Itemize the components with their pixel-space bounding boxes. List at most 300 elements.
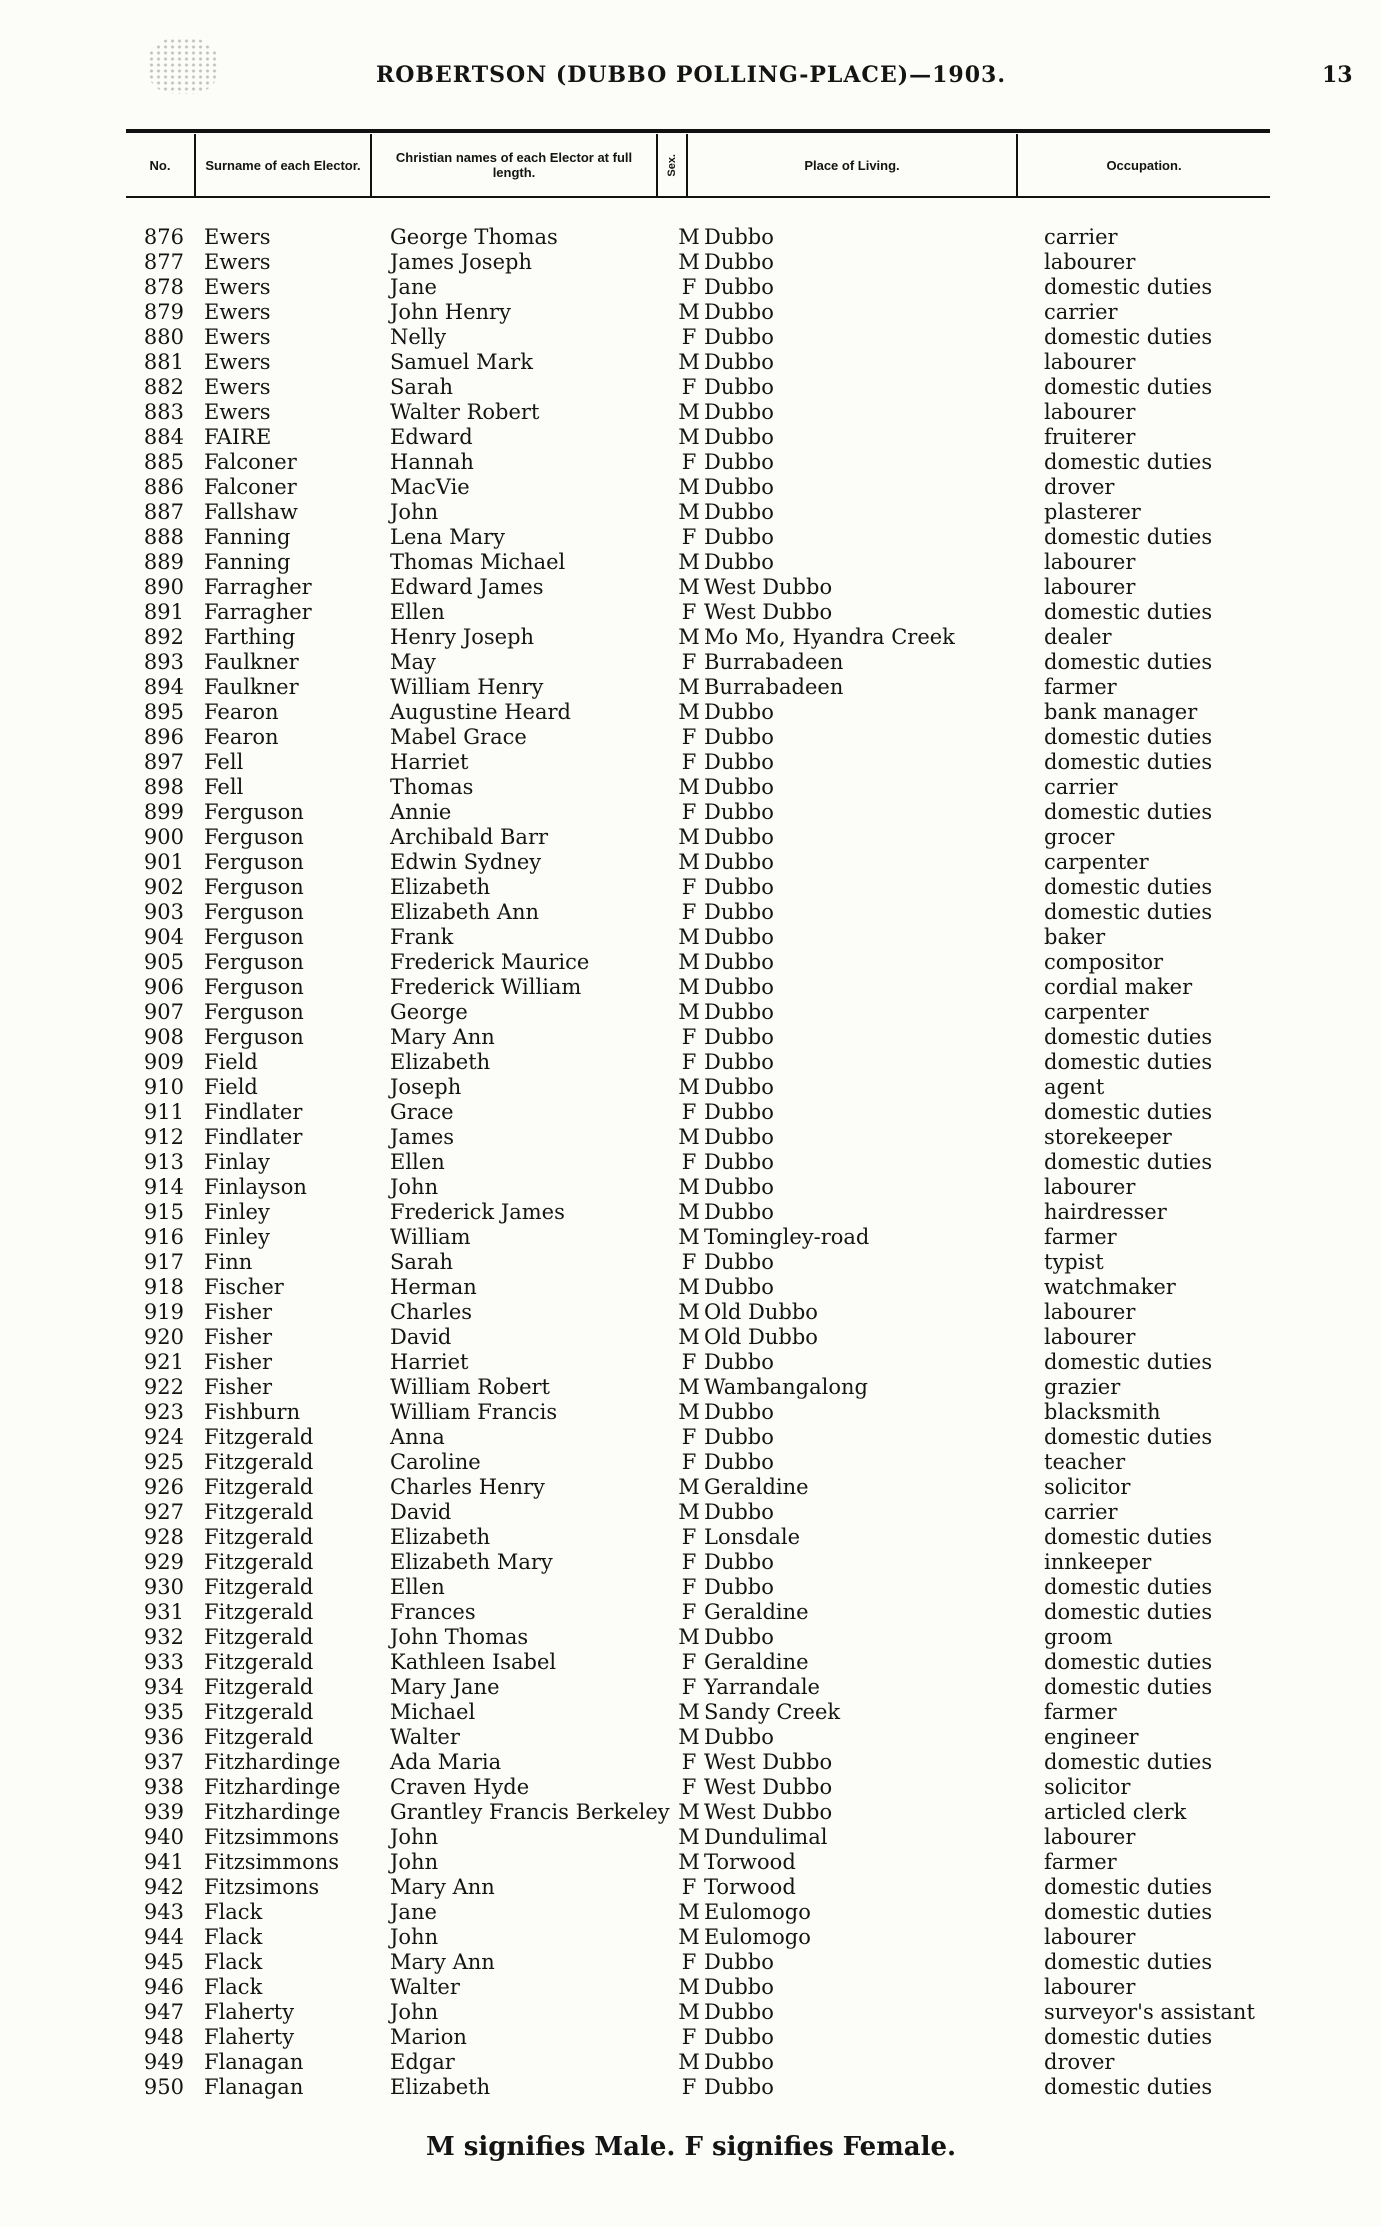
elector-sex: M bbox=[678, 500, 700, 524]
elector-surname: Fitzgerald bbox=[204, 1500, 314, 1524]
table-header bbox=[126, 134, 1270, 196]
elector-occupation: articled clerk bbox=[1044, 1800, 1187, 1824]
elector-number: 882 bbox=[143, 375, 184, 399]
elector-occupation: plasterer bbox=[1044, 500, 1141, 524]
elector-christian-names: Sarah bbox=[390, 1250, 453, 1274]
elector-christian-names: Nelly bbox=[390, 325, 447, 349]
table-row bbox=[0, 1750, 1382, 1775]
elector-occupation: agent bbox=[1044, 1075, 1105, 1099]
elector-surname: Ferguson bbox=[204, 950, 304, 974]
elector-christian-names: Frederick James bbox=[390, 1200, 565, 1224]
elector-place-of-living: Dubbo bbox=[704, 700, 774, 724]
elector-place-of-living: Dubbo bbox=[704, 875, 774, 899]
table-row bbox=[0, 275, 1382, 300]
elector-occupation: bank manager bbox=[1044, 700, 1198, 724]
elector-sex: M bbox=[678, 1000, 700, 1024]
elector-christian-names: John bbox=[390, 1175, 439, 1199]
sex-legend-note: M signifies Male. F signifies Female. bbox=[425, 2132, 957, 2162]
elector-occupation: domestic duties bbox=[1044, 1600, 1213, 1624]
elector-place-of-living: Dubbo bbox=[704, 1625, 774, 1649]
elector-number: 886 bbox=[143, 475, 184, 499]
elector-occupation: baker bbox=[1044, 925, 1106, 949]
elector-christian-names: Thomas bbox=[390, 775, 474, 799]
column-header-sex bbox=[658, 134, 688, 196]
elector-place-of-living: Geraldine bbox=[704, 1475, 809, 1499]
elector-number: 936 bbox=[143, 1725, 184, 1749]
elector-surname: Fisher bbox=[204, 1300, 273, 1324]
elector-number: 913 bbox=[143, 1150, 184, 1174]
elector-occupation: domestic duties bbox=[1044, 525, 1213, 549]
table-row bbox=[0, 450, 1382, 475]
elector-christian-names: Elizabeth bbox=[390, 1050, 491, 1074]
elector-sex: M bbox=[678, 1500, 700, 1524]
table-row bbox=[0, 1800, 1382, 1825]
elector-sex: M bbox=[678, 675, 700, 699]
elector-christian-names: William bbox=[390, 1225, 471, 1249]
table-row bbox=[0, 1875, 1382, 1900]
elector-occupation: innkeeper bbox=[1044, 1550, 1152, 1574]
table-row bbox=[0, 1175, 1382, 1200]
table-row bbox=[0, 500, 1382, 525]
elector-occupation: labourer bbox=[1044, 1300, 1136, 1324]
elector-surname: Field bbox=[204, 1075, 258, 1099]
elector-sex: M bbox=[678, 1700, 700, 1724]
elector-christian-names: Edward James bbox=[390, 575, 544, 599]
elector-surname: Fanning bbox=[204, 525, 291, 549]
elector-sex: F bbox=[681, 1600, 697, 1624]
elector-place-of-living: Dubbo bbox=[704, 1100, 774, 1124]
elector-christian-names: Herman bbox=[390, 1275, 477, 1299]
table-row bbox=[0, 725, 1382, 750]
table-row bbox=[0, 525, 1382, 550]
elector-occupation: domestic duties bbox=[1044, 2075, 1213, 2099]
elector-christian-names: John bbox=[390, 1825, 439, 1849]
elector-sex: M bbox=[678, 550, 700, 574]
elector-christian-names: John bbox=[390, 1925, 439, 1949]
elector-number: 891 bbox=[143, 600, 184, 624]
elector-sex: M bbox=[678, 925, 700, 949]
elector-surname: Fitzhardinge bbox=[204, 1750, 341, 1774]
elector-sex: M bbox=[678, 300, 700, 324]
elector-surname: Fell bbox=[204, 750, 244, 774]
elector-place-of-living: Dubbo bbox=[704, 2025, 774, 2049]
elector-number: 903 bbox=[143, 900, 184, 924]
elector-place-of-living: West Dubbo bbox=[704, 600, 833, 624]
table-row bbox=[0, 1825, 1382, 1850]
elector-christian-names: Ellen bbox=[390, 600, 445, 624]
elector-place-of-living: Dubbo bbox=[704, 1400, 774, 1424]
elector-surname: Fell bbox=[204, 775, 244, 799]
elector-occupation: solicitor bbox=[1044, 1475, 1131, 1499]
elector-christian-names: Thomas Michael bbox=[390, 550, 566, 574]
elector-number: 907 bbox=[143, 1000, 184, 1024]
table-row bbox=[0, 1600, 1382, 1625]
table-row bbox=[0, 950, 1382, 975]
elector-place-of-living: Dubbo bbox=[704, 300, 774, 324]
elector-place-of-living: Dubbo bbox=[704, 1350, 774, 1374]
table-row bbox=[0, 675, 1382, 700]
elector-christian-names: George bbox=[390, 1000, 468, 1024]
elector-christian-names: William Robert bbox=[390, 1375, 550, 1399]
elector-sex: F bbox=[681, 900, 697, 924]
elector-occupation: watchmaker bbox=[1044, 1275, 1176, 1299]
elector-occupation: domestic duties bbox=[1044, 1525, 1213, 1549]
elector-sex: M bbox=[678, 850, 700, 874]
table-row bbox=[0, 225, 1382, 250]
elector-place-of-living: Yarrandale bbox=[704, 1675, 820, 1699]
elector-place-of-living: Dubbo bbox=[704, 1050, 774, 1074]
elector-occupation: domestic duties bbox=[1044, 1675, 1213, 1699]
elector-occupation: domestic duties bbox=[1044, 1650, 1213, 1674]
elector-christian-names: Mary Ann bbox=[390, 1875, 495, 1899]
elector-place-of-living: Torwood bbox=[704, 1850, 796, 1874]
elector-number: 949 bbox=[143, 2050, 184, 2074]
elector-sex: F bbox=[681, 525, 697, 549]
elector-occupation: farmer bbox=[1044, 1850, 1117, 1874]
elector-surname: Finn bbox=[204, 1250, 253, 1274]
elector-occupation: domestic duties bbox=[1044, 275, 1213, 299]
table-row bbox=[0, 575, 1382, 600]
elector-christian-names: James bbox=[390, 1125, 455, 1149]
elector-sex: M bbox=[678, 1475, 700, 1499]
elector-christian-names: Charles bbox=[390, 1300, 473, 1324]
table-row bbox=[0, 1075, 1382, 1100]
elector-number: 876 bbox=[143, 225, 184, 249]
elector-occupation: labourer bbox=[1044, 575, 1136, 599]
table-row bbox=[0, 1375, 1382, 1400]
table-row bbox=[0, 250, 1382, 275]
elector-occupation: compositor bbox=[1044, 950, 1164, 974]
table-row bbox=[0, 1475, 1382, 1500]
page-title: ROBERTSON (DUBBO POLLING-PLACE)—1903. bbox=[375, 62, 1007, 88]
table-row bbox=[0, 1125, 1382, 1150]
elector-sex: F bbox=[681, 1650, 697, 1674]
elector-place-of-living: Geraldine bbox=[704, 1600, 809, 1624]
elector-number: 910 bbox=[143, 1075, 184, 1099]
elector-occupation: domestic duties bbox=[1044, 725, 1213, 749]
table-row bbox=[0, 700, 1382, 725]
elector-surname: Fitzgerald bbox=[204, 1550, 314, 1574]
elector-occupation: carpenter bbox=[1044, 1000, 1149, 1024]
elector-sex: F bbox=[681, 750, 697, 774]
elector-christian-names: Jane bbox=[390, 275, 437, 299]
elector-number: 916 bbox=[143, 1225, 184, 1249]
elector-number: 915 bbox=[143, 1200, 184, 1224]
elector-christian-names: Sarah bbox=[390, 375, 453, 399]
elector-number: 884 bbox=[143, 425, 184, 449]
elector-surname: Flanagan bbox=[204, 2075, 304, 2099]
elector-number: 947 bbox=[143, 2000, 184, 2024]
elector-christian-names: David bbox=[390, 1500, 452, 1524]
table-row bbox=[0, 1200, 1382, 1225]
elector-surname: Field bbox=[204, 1050, 258, 1074]
elector-occupation: labourer bbox=[1044, 400, 1136, 424]
table-row bbox=[0, 375, 1382, 400]
elector-christian-names: Walter bbox=[390, 1975, 460, 1999]
elector-number: 909 bbox=[143, 1050, 184, 1074]
elector-surname: Fisher bbox=[204, 1375, 273, 1399]
elector-occupation: fruiterer bbox=[1044, 425, 1136, 449]
elector-surname: Finley bbox=[204, 1200, 270, 1224]
table-row bbox=[0, 625, 1382, 650]
elector-place-of-living: Dubbo bbox=[704, 775, 774, 799]
elector-number: 942 bbox=[143, 1875, 184, 1899]
elector-number: 948 bbox=[143, 2025, 184, 2049]
elector-christian-names: Henry Joseph bbox=[390, 625, 535, 649]
elector-surname: Ewers bbox=[204, 400, 271, 424]
elector-occupation: labourer bbox=[1044, 1325, 1136, 1349]
elector-christian-names: Samuel Mark bbox=[390, 350, 533, 374]
elector-place-of-living: Dubbo bbox=[704, 1975, 774, 1999]
elector-place-of-living: Geraldine bbox=[704, 1650, 809, 1674]
elector-surname: Ewers bbox=[204, 350, 271, 374]
elector-surname: Farthing bbox=[204, 625, 296, 649]
elector-christian-names: Walter Robert bbox=[390, 400, 540, 424]
elector-occupation: farmer bbox=[1044, 1700, 1117, 1724]
elector-occupation: domestic duties bbox=[1044, 1875, 1213, 1899]
elector-surname: Ewers bbox=[204, 275, 271, 299]
table-row bbox=[0, 300, 1382, 325]
column-header-occupation: Occupation. bbox=[1106, 157, 1182, 173]
elector-christian-names: May bbox=[390, 650, 436, 674]
elector-place-of-living: Eulomogo bbox=[704, 1925, 811, 1949]
elector-occupation: carrier bbox=[1044, 300, 1118, 324]
elector-sex: F bbox=[681, 375, 697, 399]
elector-christian-names: Annie bbox=[390, 800, 452, 824]
elector-surname: Ferguson bbox=[204, 900, 304, 924]
elector-christian-names: Michael bbox=[390, 1700, 476, 1724]
elector-surname: Flack bbox=[204, 1925, 263, 1949]
elector-sex: F bbox=[681, 800, 697, 824]
elector-christian-names: John Henry bbox=[390, 300, 511, 324]
elector-place-of-living: Dubbo bbox=[704, 375, 774, 399]
elector-christian-names: Craven Hyde bbox=[390, 1775, 530, 1799]
elector-surname: Fitzgerald bbox=[204, 1625, 314, 1649]
elector-place-of-living: Dubbo bbox=[704, 950, 774, 974]
elector-number: 928 bbox=[143, 1525, 184, 1549]
elector-place-of-living: Dubbo bbox=[704, 850, 774, 874]
table-row bbox=[0, 900, 1382, 925]
elector-place-of-living: Dubbo bbox=[704, 2000, 774, 2024]
elector-sex: M bbox=[678, 1975, 700, 1999]
elector-place-of-living: Eulomogo bbox=[704, 1900, 811, 1924]
table-row bbox=[0, 1025, 1382, 1050]
elector-occupation: domestic duties bbox=[1044, 1025, 1213, 1049]
table-row bbox=[0, 1550, 1382, 1575]
elector-occupation: domestic duties bbox=[1044, 375, 1213, 399]
elector-sex: M bbox=[678, 1375, 700, 1399]
elector-occupation: groom bbox=[1044, 1625, 1113, 1649]
elector-sex: M bbox=[678, 1325, 700, 1349]
elector-christian-names: Anna bbox=[390, 1425, 445, 1449]
elector-occupation: labourer bbox=[1044, 250, 1136, 274]
table-row bbox=[0, 600, 1382, 625]
elector-sex: M bbox=[678, 400, 700, 424]
elector-place-of-living: Lonsdale bbox=[704, 1525, 800, 1549]
elector-occupation: drover bbox=[1044, 475, 1115, 499]
elector-number: 880 bbox=[143, 325, 184, 349]
elector-surname: Flanagan bbox=[204, 2050, 304, 2074]
elector-number: 918 bbox=[143, 1275, 184, 1299]
elector-place-of-living: Dubbo bbox=[704, 1000, 774, 1024]
table-row bbox=[0, 1625, 1382, 1650]
elector-sex: M bbox=[678, 1300, 700, 1324]
elector-surname: Fearon bbox=[204, 725, 279, 749]
elector-number: 895 bbox=[143, 700, 184, 724]
elector-christian-names: John bbox=[390, 1850, 439, 1874]
elector-number: 911 bbox=[143, 1100, 184, 1124]
elector-surname: Ferguson bbox=[204, 1025, 304, 1049]
table-row bbox=[0, 1050, 1382, 1075]
elector-place-of-living: West Dubbo bbox=[704, 575, 833, 599]
elector-christian-names: Edward bbox=[390, 425, 473, 449]
elector-sex: F bbox=[681, 450, 697, 474]
elector-christian-names: John Thomas bbox=[390, 1625, 529, 1649]
elector-christian-names: Grace bbox=[390, 1100, 454, 1124]
elector-occupation: typist bbox=[1044, 1250, 1104, 1274]
elector-sex: F bbox=[681, 1775, 697, 1799]
elector-surname: Ferguson bbox=[204, 850, 304, 874]
elector-occupation: farmer bbox=[1044, 1225, 1117, 1249]
elector-christian-names: Mary Jane bbox=[390, 1675, 500, 1699]
elector-place-of-living: Dundulimal bbox=[704, 1825, 828, 1849]
table-row bbox=[0, 650, 1382, 675]
table-row bbox=[0, 1225, 1382, 1250]
elector-christian-names: Mary Ann bbox=[390, 1025, 495, 1049]
elector-number: 894 bbox=[143, 675, 184, 699]
elector-number: 920 bbox=[143, 1325, 184, 1349]
elector-place-of-living: Dubbo bbox=[704, 750, 774, 774]
elector-christian-names: Frederick Maurice bbox=[390, 950, 590, 974]
elector-sex: F bbox=[681, 650, 697, 674]
elector-christian-names: Mary Ann bbox=[390, 1950, 495, 1974]
elector-place-of-living: Dubbo bbox=[704, 1500, 774, 1524]
elector-place-of-living: Dubbo bbox=[704, 2075, 774, 2099]
table-row bbox=[0, 1100, 1382, 1125]
elector-occupation: surveyor's assistant bbox=[1044, 2000, 1255, 2024]
elector-number: 888 bbox=[143, 525, 184, 549]
elector-occupation: domestic duties bbox=[1044, 1900, 1213, 1924]
elector-surname: Flack bbox=[204, 1950, 263, 1974]
elector-number: 914 bbox=[143, 1175, 184, 1199]
column-header-christian-names: Christian names of each Elector at full length. bbox=[372, 134, 658, 196]
elector-sex: M bbox=[678, 1125, 700, 1149]
elector-number: 890 bbox=[143, 575, 184, 599]
elector-christian-names: Elizabeth bbox=[390, 2075, 491, 2099]
elector-number: 904 bbox=[143, 925, 184, 949]
elector-occupation: domestic duties bbox=[1044, 650, 1213, 674]
elector-occupation: labourer bbox=[1044, 550, 1136, 574]
elector-sex: M bbox=[678, 825, 700, 849]
elector-place-of-living: Dubbo bbox=[704, 1075, 774, 1099]
elector-christian-names: George Thomas bbox=[390, 225, 558, 249]
elector-surname: Ferguson bbox=[204, 975, 304, 999]
elector-occupation: grocer bbox=[1044, 825, 1115, 849]
elector-sex: M bbox=[678, 425, 700, 449]
elector-surname: Fisher bbox=[204, 1350, 273, 1374]
table-row bbox=[0, 2025, 1382, 2050]
elector-number: 885 bbox=[143, 450, 184, 474]
table-row bbox=[0, 1300, 1382, 1325]
elector-sex: M bbox=[678, 1075, 700, 1099]
elector-occupation: cordial maker bbox=[1044, 975, 1193, 999]
elector-occupation: domestic duties bbox=[1044, 1575, 1213, 1599]
elector-sex: M bbox=[678, 700, 700, 724]
elector-place-of-living: Dubbo bbox=[704, 1250, 774, 1274]
elector-surname: Ferguson bbox=[204, 925, 304, 949]
elector-surname: Ewers bbox=[204, 300, 271, 324]
elector-occupation: dealer bbox=[1044, 625, 1112, 649]
elector-surname: Finley bbox=[204, 1225, 270, 1249]
elector-surname: Ewers bbox=[204, 225, 271, 249]
elector-christian-names: Charles Henry bbox=[390, 1475, 545, 1499]
elector-surname: Flack bbox=[204, 1900, 263, 1924]
elector-place-of-living: Dubbo bbox=[704, 475, 774, 499]
elector-occupation: domestic duties bbox=[1044, 325, 1213, 349]
elector-sex: M bbox=[678, 2000, 700, 2024]
elector-sex: F bbox=[681, 2075, 697, 2099]
elector-christian-names: Hannah bbox=[390, 450, 474, 474]
elector-christian-names: Elizabeth bbox=[390, 875, 491, 899]
elector-place-of-living: Dubbo bbox=[704, 275, 774, 299]
elector-place-of-living: Dubbo bbox=[704, 550, 774, 574]
elector-occupation: carpenter bbox=[1044, 850, 1149, 874]
elector-place-of-living: Dubbo bbox=[704, 500, 774, 524]
elector-sex: F bbox=[681, 1250, 697, 1274]
elector-number: 950 bbox=[143, 2075, 184, 2099]
table-row bbox=[0, 1400, 1382, 1425]
elector-number: 935 bbox=[143, 1700, 184, 1724]
elector-surname: Fitzhardinge bbox=[204, 1775, 341, 1799]
elector-occupation: labourer bbox=[1044, 1925, 1136, 1949]
elector-sex: M bbox=[678, 1800, 700, 1824]
elector-sex: M bbox=[678, 475, 700, 499]
elector-number: 923 bbox=[143, 1400, 184, 1424]
elector-number: 924 bbox=[143, 1425, 184, 1449]
elector-number: 932 bbox=[143, 1625, 184, 1649]
table-row bbox=[0, 1250, 1382, 1275]
elector-number: 899 bbox=[143, 800, 184, 824]
elector-number: 901 bbox=[143, 850, 184, 874]
elector-occupation: domestic duties bbox=[1044, 750, 1213, 774]
elector-occupation: carrier bbox=[1044, 225, 1118, 249]
elector-christian-names: John bbox=[390, 2000, 439, 2024]
elector-surname: Ewers bbox=[204, 325, 271, 349]
elector-number: 878 bbox=[143, 275, 184, 299]
table-row bbox=[0, 800, 1382, 825]
elector-sex: F bbox=[681, 1675, 697, 1699]
elector-christian-names: Edgar bbox=[390, 2050, 455, 2074]
elector-surname: Fearon bbox=[204, 700, 279, 724]
elector-sex: M bbox=[678, 1225, 700, 1249]
elector-christian-names: Frederick William bbox=[390, 975, 582, 999]
elector-sex: M bbox=[678, 1200, 700, 1224]
elector-number: 887 bbox=[143, 500, 184, 524]
elector-surname: Fallshaw bbox=[204, 500, 298, 524]
elector-number: 881 bbox=[143, 350, 184, 374]
elector-surname: Fitzsimons bbox=[204, 1875, 320, 1899]
elector-place-of-living: Dubbo bbox=[704, 2050, 774, 2074]
elector-surname: Flaherty bbox=[204, 2025, 295, 2049]
elector-surname: Findlater bbox=[204, 1100, 303, 1124]
elector-place-of-living: West Dubbo bbox=[704, 1775, 833, 1799]
elector-place-of-living: West Dubbo bbox=[704, 1800, 833, 1824]
table-row bbox=[0, 825, 1382, 850]
elector-surname: Ferguson bbox=[204, 875, 304, 899]
elector-sex: F bbox=[681, 1950, 697, 1974]
elector-place-of-living: West Dubbo bbox=[704, 1750, 833, 1774]
elector-surname: Ferguson bbox=[204, 825, 304, 849]
